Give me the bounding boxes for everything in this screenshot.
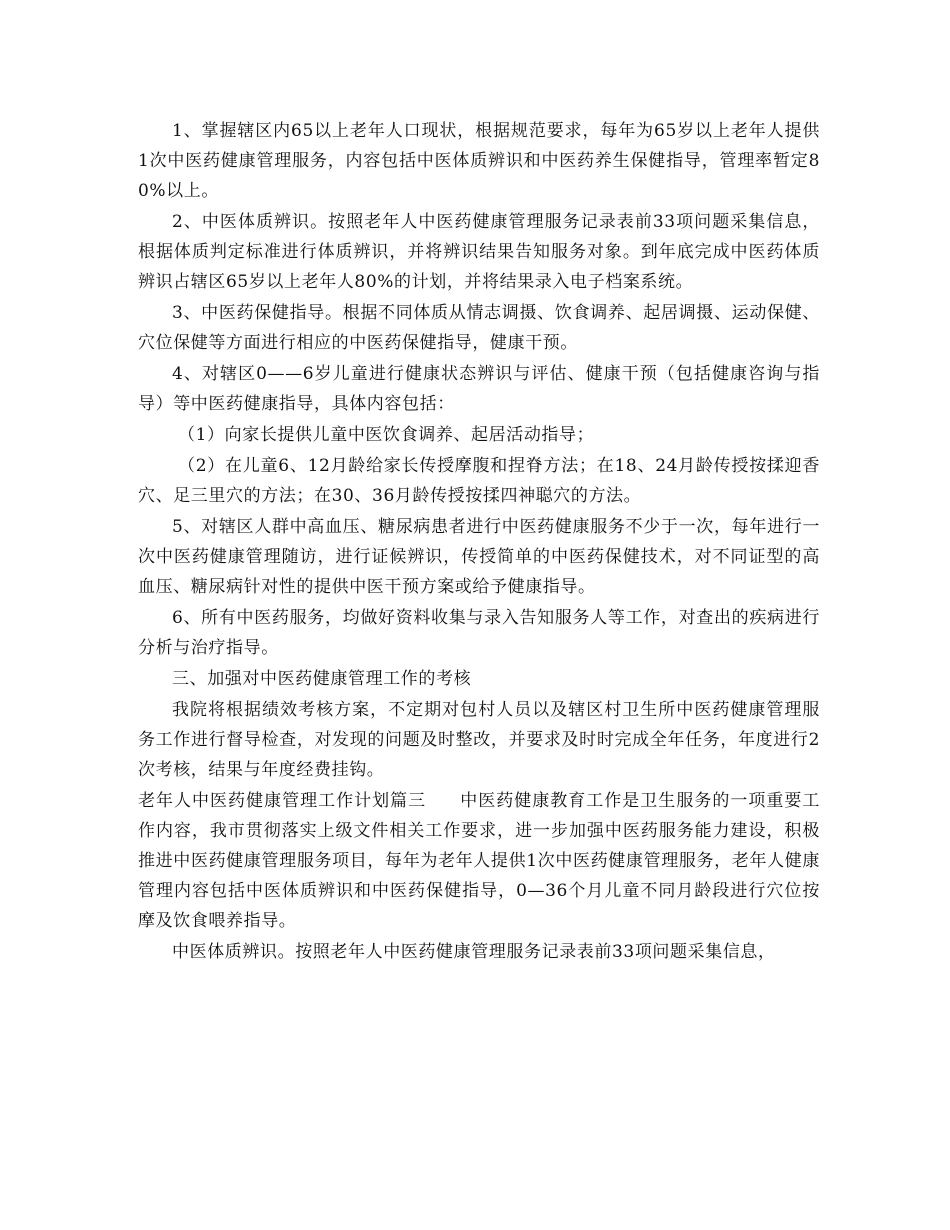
paragraph-2: 2、中医体质辨识。按照老年人中医药健康管理服务记录表前33项问题采集信息，根据体质判定标准进行体质辨识，并将辨识结果告知服务对象。到年底完成中医药体质辨识占辖区65岁以上老年人80%的计划，并将结果录入电子档案系统。 (138, 212, 820, 292)
section-heading-3: 三、加强对中医药健康管理工作的考核 (172, 669, 472, 689)
paragraph-4: 4、对辖区0——6岁儿童进行健康状态辨识与评估、健康干预（包括健康咨询与指导）等中医药健康指导，具体内容包括： (138, 364, 820, 414)
paragraph-11 (138, 786, 820, 936)
paragraph-6: （2）在儿童6、12月龄给家长传授摩腹和捏脊方法；在18、24月龄传授按揉迎香穴、足三里穴的方法；在30、36月龄传授按揉四神聪穴的方法。 (138, 456, 820, 506)
paragraph-8: 6、所有中医药服务，均做好资料收集与录入告知服务人等工作，对查出的疾病进行分析与治疗指导。 (138, 608, 820, 658)
paragraph-7: 5、对辖区人群中高血压、糖尿病患者进行中医药健康服务不少于一次，每年进行一次中医药健康管理随访，进行证候辨识，传授简单的中医药保健技术，对不同证型的高血压、糖尿病针对性的提供中医干预方案或给予健康指导。 (138, 517, 820, 597)
paragraph-1: 1、掌握辖区内65以上老年人口现状，根据规范要求，每年为65岁以上老年人提供1次中医药健康管理服务，内容包括中医体质辨识和中医药养生保健指导，管理率暂定80%以上。 (138, 121, 820, 201)
paragraph-12: 中医体质辨识。按照老年人中医药健康管理服务记录表前33项问题采集信息， (172, 942, 776, 962)
article-title-part-3: 老年人中医药健康管理工作计划篇三 (138, 791, 427, 811)
paragraph-10: 我院将根据绩效考核方案，不定期对包村人员以及辖区村卫生所中医药健康管理服务工作进行督导检查，对发现的问题及时整改，并要求及时时完成全年任务，年度进行2次考核，结果与年度经费挂钩。 (138, 700, 820, 780)
paragraph-5: （1）向家长提供儿童中医饮食调养、起居活动指导； (178, 425, 595, 445)
paragraph-11-text: 中医药健康教育工作是卫生服务的一项重要工作内容，我市贯彻落实上级文件相关工作要求，进一步加强中医药服务能力建设，积极推进中医药健康管理服务项目，每年为老年人提供1次中医药健康管理服务，老年人健康管理内容包括中医体质辨识和中医药保健指导，0—36个月儿童不同月龄段进行穴位按摩及饮食喂养指导。 (138, 791, 820, 931)
paragraph-3: 3、中医药保健指导。根据不同体质从情志调摄、饮食调养、起居调摄、运动保健、穴位保健等方面进行相应的中医药保健指导，健康干预。 (138, 303, 820, 353)
document-body (138, 116, 820, 968)
